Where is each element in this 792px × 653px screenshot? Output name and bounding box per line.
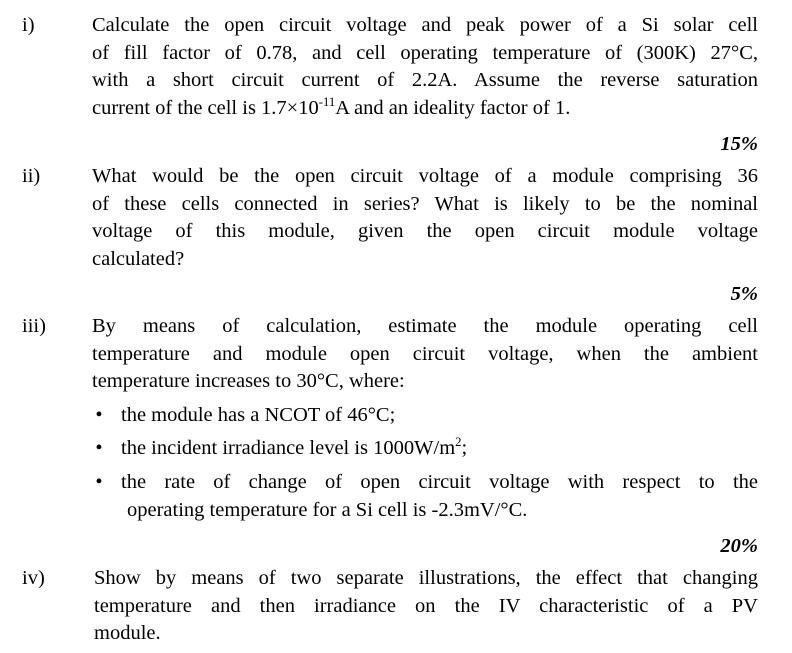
question-ii-marks: 5% (730, 283, 758, 305)
question-i-line-1: Calculate the open circuit voltage and peak power of a Si solar cell (92, 14, 758, 36)
question-number-iii: iii) (22, 315, 46, 337)
question-i-line-4-end: A and an ideality factor of 1. (335, 96, 571, 119)
bullet-item-irradiance-text (121, 435, 758, 463)
bullet-icon: • (95, 437, 103, 459)
question-iv-line-2: temperature and then irradiance on the IV characteristic of a PV (94, 594, 758, 617)
bullet-item-voltage-rate-text (121, 469, 758, 524)
question-i-line-2: of fill factor of 0.78, and cell operating temperature of (300K) 27°C, (92, 41, 758, 64)
question-i-line-4 (92, 95, 758, 123)
question-i-marks: 15% (720, 133, 758, 155)
question-number-iv: iv) (22, 567, 45, 589)
question-i-line-4-start: current of the cell is 1.7×10 (92, 96, 319, 119)
bullet-item-ncot (92, 402, 758, 430)
unit-superscript: 2 (455, 435, 462, 450)
question-iii-line-1: By means of calculation, estimate the module operating cell (92, 315, 758, 337)
question-iii-marks: 20% (720, 535, 758, 557)
bullet-item-ncot-text: the module has a NCOT of 46°C; (121, 404, 396, 426)
question-iv-line-3: module. (94, 622, 161, 644)
bullet-item-irradiance (92, 435, 758, 463)
question-ii-text (92, 163, 758, 273)
question-ii-line-3: voltage of this module, given the open circuit module voltage (92, 220, 758, 242)
question-ii-line-2: of these cells connected in series? What is likely to be the nominal (92, 192, 758, 215)
exponent-superscript: -11 (318, 94, 336, 109)
bullet-voltage-rate-line-2: operating temperature for a Si cell is -2.3mV/°C. (127, 498, 528, 521)
bullet-item-voltage-rate (92, 469, 758, 525)
irradiance-text-start: the incident irradiance level is 1000W/m (121, 437, 456, 459)
question-iv-text (94, 565, 758, 648)
question-i-text (92, 12, 758, 122)
question-i-line-3: with a short circuit current of 2.2A. Assume the reverse saturation (92, 69, 758, 91)
irradiance-text-end: ; (461, 437, 468, 459)
question-number-i: i) (22, 14, 35, 36)
question-ii-line-4: calculated? (92, 247, 185, 270)
question-iii-line-2: temperature and module open circuit voltage, when the ambient (92, 342, 758, 365)
question-ii-line-1: What would be the open circuit voltage of a module comprising 36 (92, 165, 758, 187)
bullet-voltage-rate-line-1: the rate of change of open circuit voltage with respect to the (121, 471, 758, 493)
question-iv-line-1: Show by means of two separate illustrations, the effect that changing (94, 567, 758, 589)
question-iii-line-3: temperature increases to 30°C, where: (92, 370, 405, 392)
question-number-ii: ii) (22, 165, 41, 187)
question-iii-text (92, 313, 758, 396)
bullet-icon: • (95, 471, 103, 493)
bullet-icon: • (95, 404, 103, 426)
